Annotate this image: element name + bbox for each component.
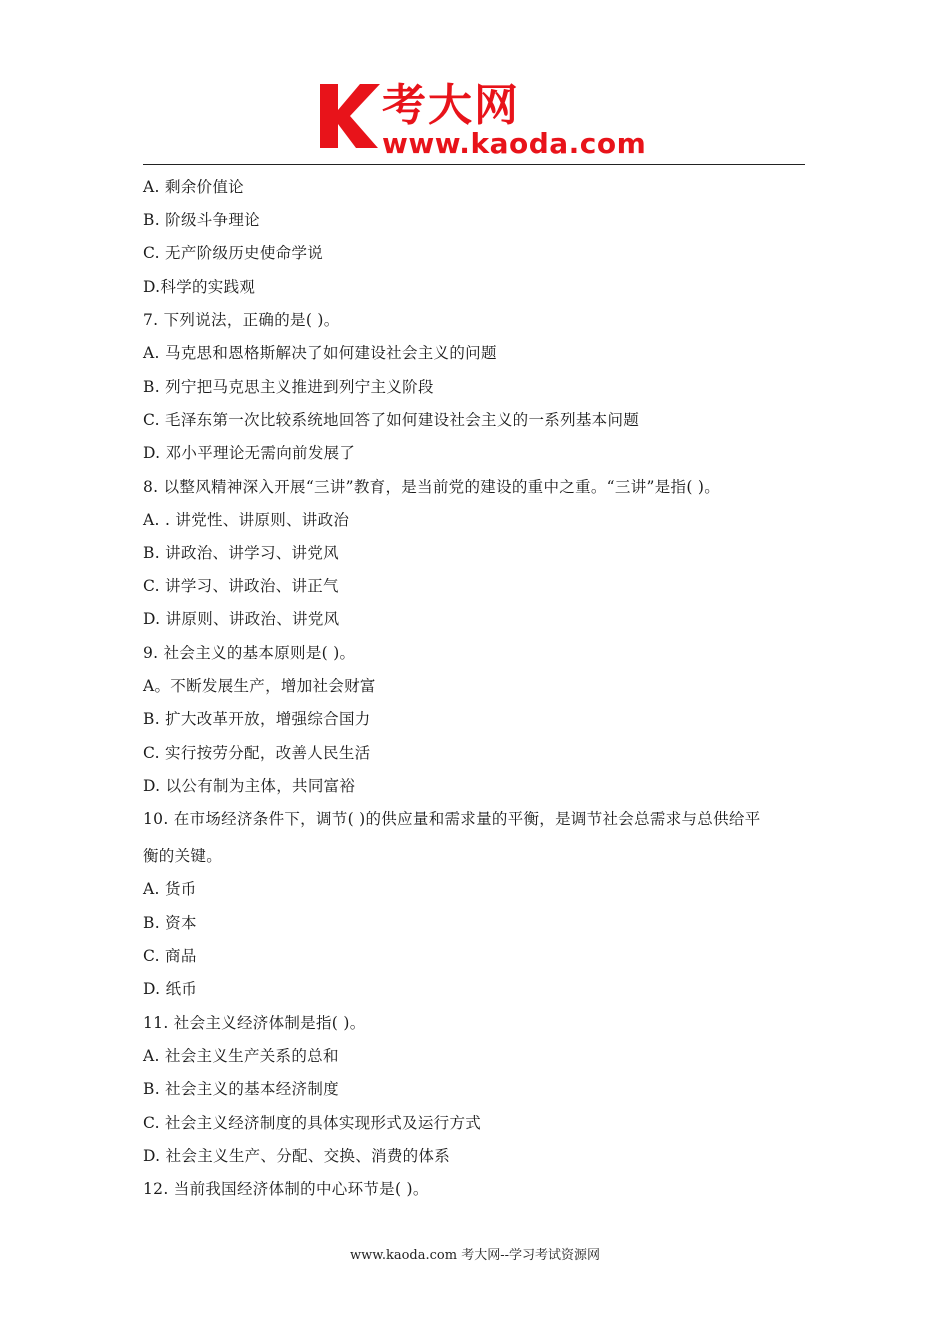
text-line: B. 扩大改革开放，增强综合国力 <box>143 710 371 728</box>
logo-url: www.kaoda.com <box>382 127 647 160</box>
logo-k-mark <box>318 80 382 152</box>
text-line: C. 毛泽东第一次比较系统地回答了如何建设社会主义的一系列基本问题 <box>143 411 640 429</box>
text-line: A. 社会主义生产关系的总和 <box>143 1047 339 1065</box>
logo-chinese-name: 考大网 <box>382 80 520 131</box>
text-line: D. 纸币 <box>143 980 198 998</box>
text-line: D. 社会主义生产、分配、交换、消费的体系 <box>143 1147 451 1165</box>
page-footer: www.kaoda.com 考大网--学习考试资源网 <box>350 1248 600 1263</box>
text-line: C. 讲学习、讲政治、讲正气 <box>143 577 339 595</box>
question-stem-cont: 衡的关键。 <box>143 847 223 865</box>
text-line: D.科学的实践观 <box>143 278 256 296</box>
text-line: C. 无产阶级历史使命学说 <box>143 244 324 262</box>
text-line: D. 以公有制为主体，共同富裕 <box>143 777 356 795</box>
text-line: A. 货币 <box>143 880 197 898</box>
text-line: B. 阶级斗争理论 <box>143 211 260 229</box>
text-line: A. 马克思和恩格斯解决了如何建设社会主义的问题 <box>143 344 497 362</box>
question-stem: 12. 当前我国经济体制的中心环节是( )。 <box>143 1180 429 1198</box>
text-line: C. 商品 <box>143 947 197 965</box>
question-stem: 11. 社会主义经济体制是指( )。 <box>143 1014 366 1032</box>
text-line: B. 资本 <box>143 914 197 932</box>
text-line: D. 讲原则、讲政治、讲党风 <box>143 610 340 628</box>
text-line: A. 剩余价值论 <box>143 178 244 196</box>
question-stem: 9. 社会主义的基本原则是( )。 <box>143 644 356 662</box>
question-stem: 10. 在市场经济条件下，调节( )的供应量和需求量的平衡，是调节社会总需求与总供给平 <box>143 810 761 828</box>
question-stem: 7. 下列说法，正确的是( )。 <box>143 311 340 329</box>
text-line: B. 社会主义的基本经济制度 <box>143 1080 339 1098</box>
text-line: B. 列宁把马克思主义推进到列宁主义阶段 <box>143 378 434 396</box>
text-line: B. 讲政治、讲学习、讲党风 <box>143 544 339 562</box>
header-rule <box>143 164 805 165</box>
text-line: D. 邓小平理论无需向前发展了 <box>143 444 356 462</box>
text-line: A。不断发展生产，增加社会财富 <box>143 677 376 695</box>
text-line: A. . 讲党性、讲原则、讲政治 <box>143 511 350 529</box>
text-line: C. 社会主义经济制度的具体实现形式及运行方式 <box>143 1114 482 1132</box>
kaoda-logo <box>318 80 648 160</box>
question-stem: 8. 以整风精神深入开展“三讲”教育，是当前党的建设的重中之重。“三讲”是指( )。 <box>143 478 721 496</box>
text-line: C. 实行按劳分配，改善人民生活 <box>143 744 371 762</box>
